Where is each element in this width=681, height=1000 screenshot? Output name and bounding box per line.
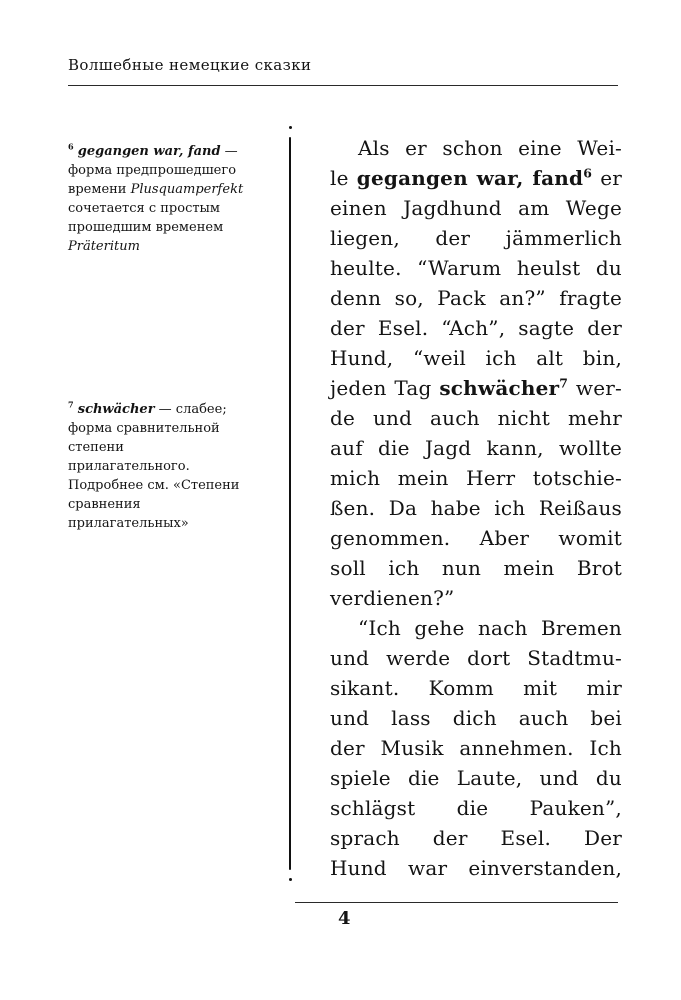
text-line bbox=[330, 463, 622, 493]
text-run: le bbox=[330, 166, 357, 190]
column-divider bbox=[289, 137, 291, 870]
text-run: und werde dort Stadtmu- bbox=[330, 646, 622, 670]
text-run: denn so, Pack an?” fragte bbox=[330, 286, 622, 310]
text-line bbox=[330, 313, 622, 343]
text-line bbox=[330, 493, 622, 523]
text-line bbox=[330, 733, 622, 763]
text-line bbox=[330, 583, 622, 613]
page-number: 4 bbox=[338, 908, 351, 929]
text-run: сочетается с простым прошедшим временем bbox=[68, 201, 224, 235]
text-run: “Ich gehe nach Bremen bbox=[358, 616, 622, 640]
text-line bbox=[330, 613, 622, 643]
text-run: Plusquamperfekt bbox=[130, 182, 244, 197]
text-run: gegangen war, fand bbox=[356, 166, 584, 190]
text-run: verdienen?” bbox=[330, 586, 455, 610]
footnote-marker: 6 bbox=[68, 141, 74, 152]
text-line bbox=[330, 223, 622, 253]
text-line bbox=[330, 433, 622, 463]
running-header: Волшебные немецкие сказки bbox=[68, 56, 312, 74]
text-run: der Musik annehmen. Ich bbox=[330, 736, 622, 760]
text-run: schlägst die Pauken”, bbox=[330, 796, 622, 820]
text-line bbox=[330, 703, 622, 733]
text-run: auf die Jagd kann, wollte bbox=[330, 436, 622, 460]
text-line bbox=[330, 343, 622, 373]
text-run: wer- bbox=[568, 376, 622, 400]
text-run: er bbox=[592, 166, 622, 190]
text-run: jeden Tag bbox=[330, 376, 440, 400]
text-run: soll ich nun mein Brot bbox=[330, 556, 622, 580]
text-run: der Esel. “Ach”, sagte der bbox=[330, 316, 622, 340]
footer-rule bbox=[295, 902, 618, 903]
text-line bbox=[330, 853, 622, 883]
text-line bbox=[330, 673, 622, 703]
text-line bbox=[330, 823, 622, 853]
text-run: sikant. Komm mit mir bbox=[330, 676, 622, 700]
main-text bbox=[330, 133, 622, 883]
text-run: einen Jagdhund am Wege bbox=[330, 196, 622, 220]
text-line bbox=[330, 253, 622, 283]
text-line bbox=[330, 373, 622, 403]
text-run: Hund war einverstanden, bbox=[330, 856, 622, 880]
text-line bbox=[330, 643, 622, 673]
text-run: — форма предпрошедшего времени bbox=[68, 144, 238, 197]
divider-dot-top-icon bbox=[289, 126, 292, 129]
footnote-marker: 7 bbox=[559, 375, 569, 391]
text-line bbox=[330, 133, 622, 163]
footnote-marker: 6 bbox=[583, 165, 593, 181]
text-line bbox=[330, 193, 622, 223]
text-run: liegen, der jämmerlich bbox=[330, 226, 622, 250]
text-run: Hund, “weil ich alt bin, bbox=[330, 346, 622, 370]
text-run: Präteritum bbox=[68, 239, 140, 254]
header-rule bbox=[68, 85, 618, 86]
text-run: gegangen war, fand bbox=[77, 144, 221, 159]
text-run: ßen. Da habe ich Reißaus bbox=[330, 496, 622, 520]
text-run: de und auch nicht mehr bbox=[330, 406, 622, 430]
text-run: und lass dich auch bei bbox=[330, 706, 622, 730]
text-line bbox=[330, 403, 622, 433]
sidebar-note bbox=[68, 142, 244, 256]
text-run: Als er schon eine Wei- bbox=[358, 136, 622, 160]
text-run: schwächer bbox=[439, 376, 560, 400]
text-line bbox=[330, 523, 622, 553]
text-run: — слабее; форма сравнительной степени прилагательного. Подробнее см. «Степени сравнения прилагательных» bbox=[68, 402, 240, 531]
text-line bbox=[330, 283, 622, 313]
footnote-marker: 7 bbox=[68, 399, 74, 410]
sidebar-note bbox=[68, 400, 244, 533]
text-run: sprach der Esel. Der bbox=[330, 826, 622, 850]
text-run: spiele die Laute, und du bbox=[330, 766, 622, 790]
text-line bbox=[330, 553, 622, 583]
text-run: genommen. Aber womit bbox=[330, 526, 622, 550]
text-run: mich mein Herr totschie- bbox=[330, 466, 622, 490]
text-line bbox=[330, 793, 622, 823]
divider-dot-bottom-icon bbox=[289, 878, 292, 881]
text-run: schwächer bbox=[77, 402, 155, 417]
text-line bbox=[330, 763, 622, 793]
text-line bbox=[330, 163, 622, 193]
text-run: heulte. “Warum heulst du bbox=[330, 256, 622, 280]
